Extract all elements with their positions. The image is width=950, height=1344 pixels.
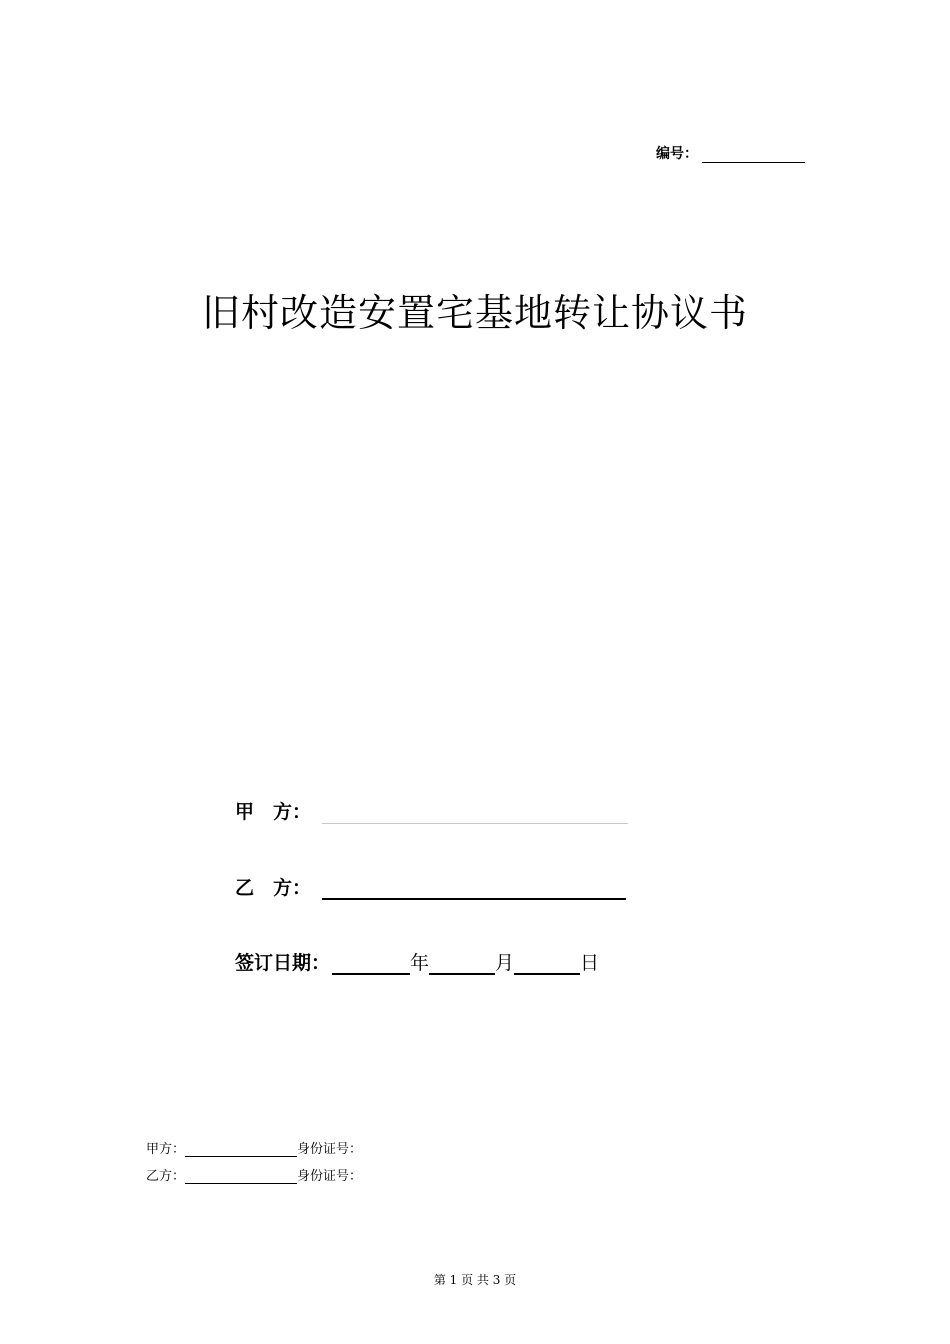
sign-day-unit: 日	[580, 952, 600, 974]
sign-month-unit: 月	[495, 952, 515, 974]
sign-year-unit: 年	[410, 952, 430, 974]
party-a-field	[235, 797, 628, 824]
sign-day-blank[interactable]	[514, 953, 580, 975]
party-a-label: 甲 方：	[235, 801, 312, 823]
party-a-name-blank[interactable]	[185, 1142, 297, 1157]
party-a-blank[interactable]	[322, 803, 628, 824]
party-a-id-row	[146, 1138, 362, 1157]
party-b-id-name-label: 乙方：	[146, 1169, 186, 1184]
document-title: 旧村改造安置宅基地转让协议书	[201, 291, 748, 335]
page-footer: 第 1 页 共 3 页	[433, 1273, 517, 1287]
sign-year-blank[interactable]	[332, 953, 410, 975]
party-b-id-label: 身份证号：	[297, 1169, 363, 1184]
sign-month-blank[interactable]	[429, 953, 495, 975]
sign-date-field	[235, 948, 599, 975]
party-b-label: 乙 方：	[235, 877, 312, 899]
serial-number-label: 编号：	[656, 146, 698, 162]
party-b-name-blank[interactable]	[185, 1169, 297, 1184]
serial-number-field	[656, 143, 805, 163]
party-b-id-row	[146, 1165, 362, 1184]
sign-date-label: 签订日期：	[235, 952, 331, 974]
party-b-blank[interactable]	[322, 878, 626, 900]
party-a-id-label: 身份证号：	[297, 1142, 363, 1157]
serial-number-blank[interactable]	[702, 146, 805, 163]
party-b-field	[235, 873, 626, 900]
party-a-id-name-label: 甲方：	[146, 1142, 186, 1157]
